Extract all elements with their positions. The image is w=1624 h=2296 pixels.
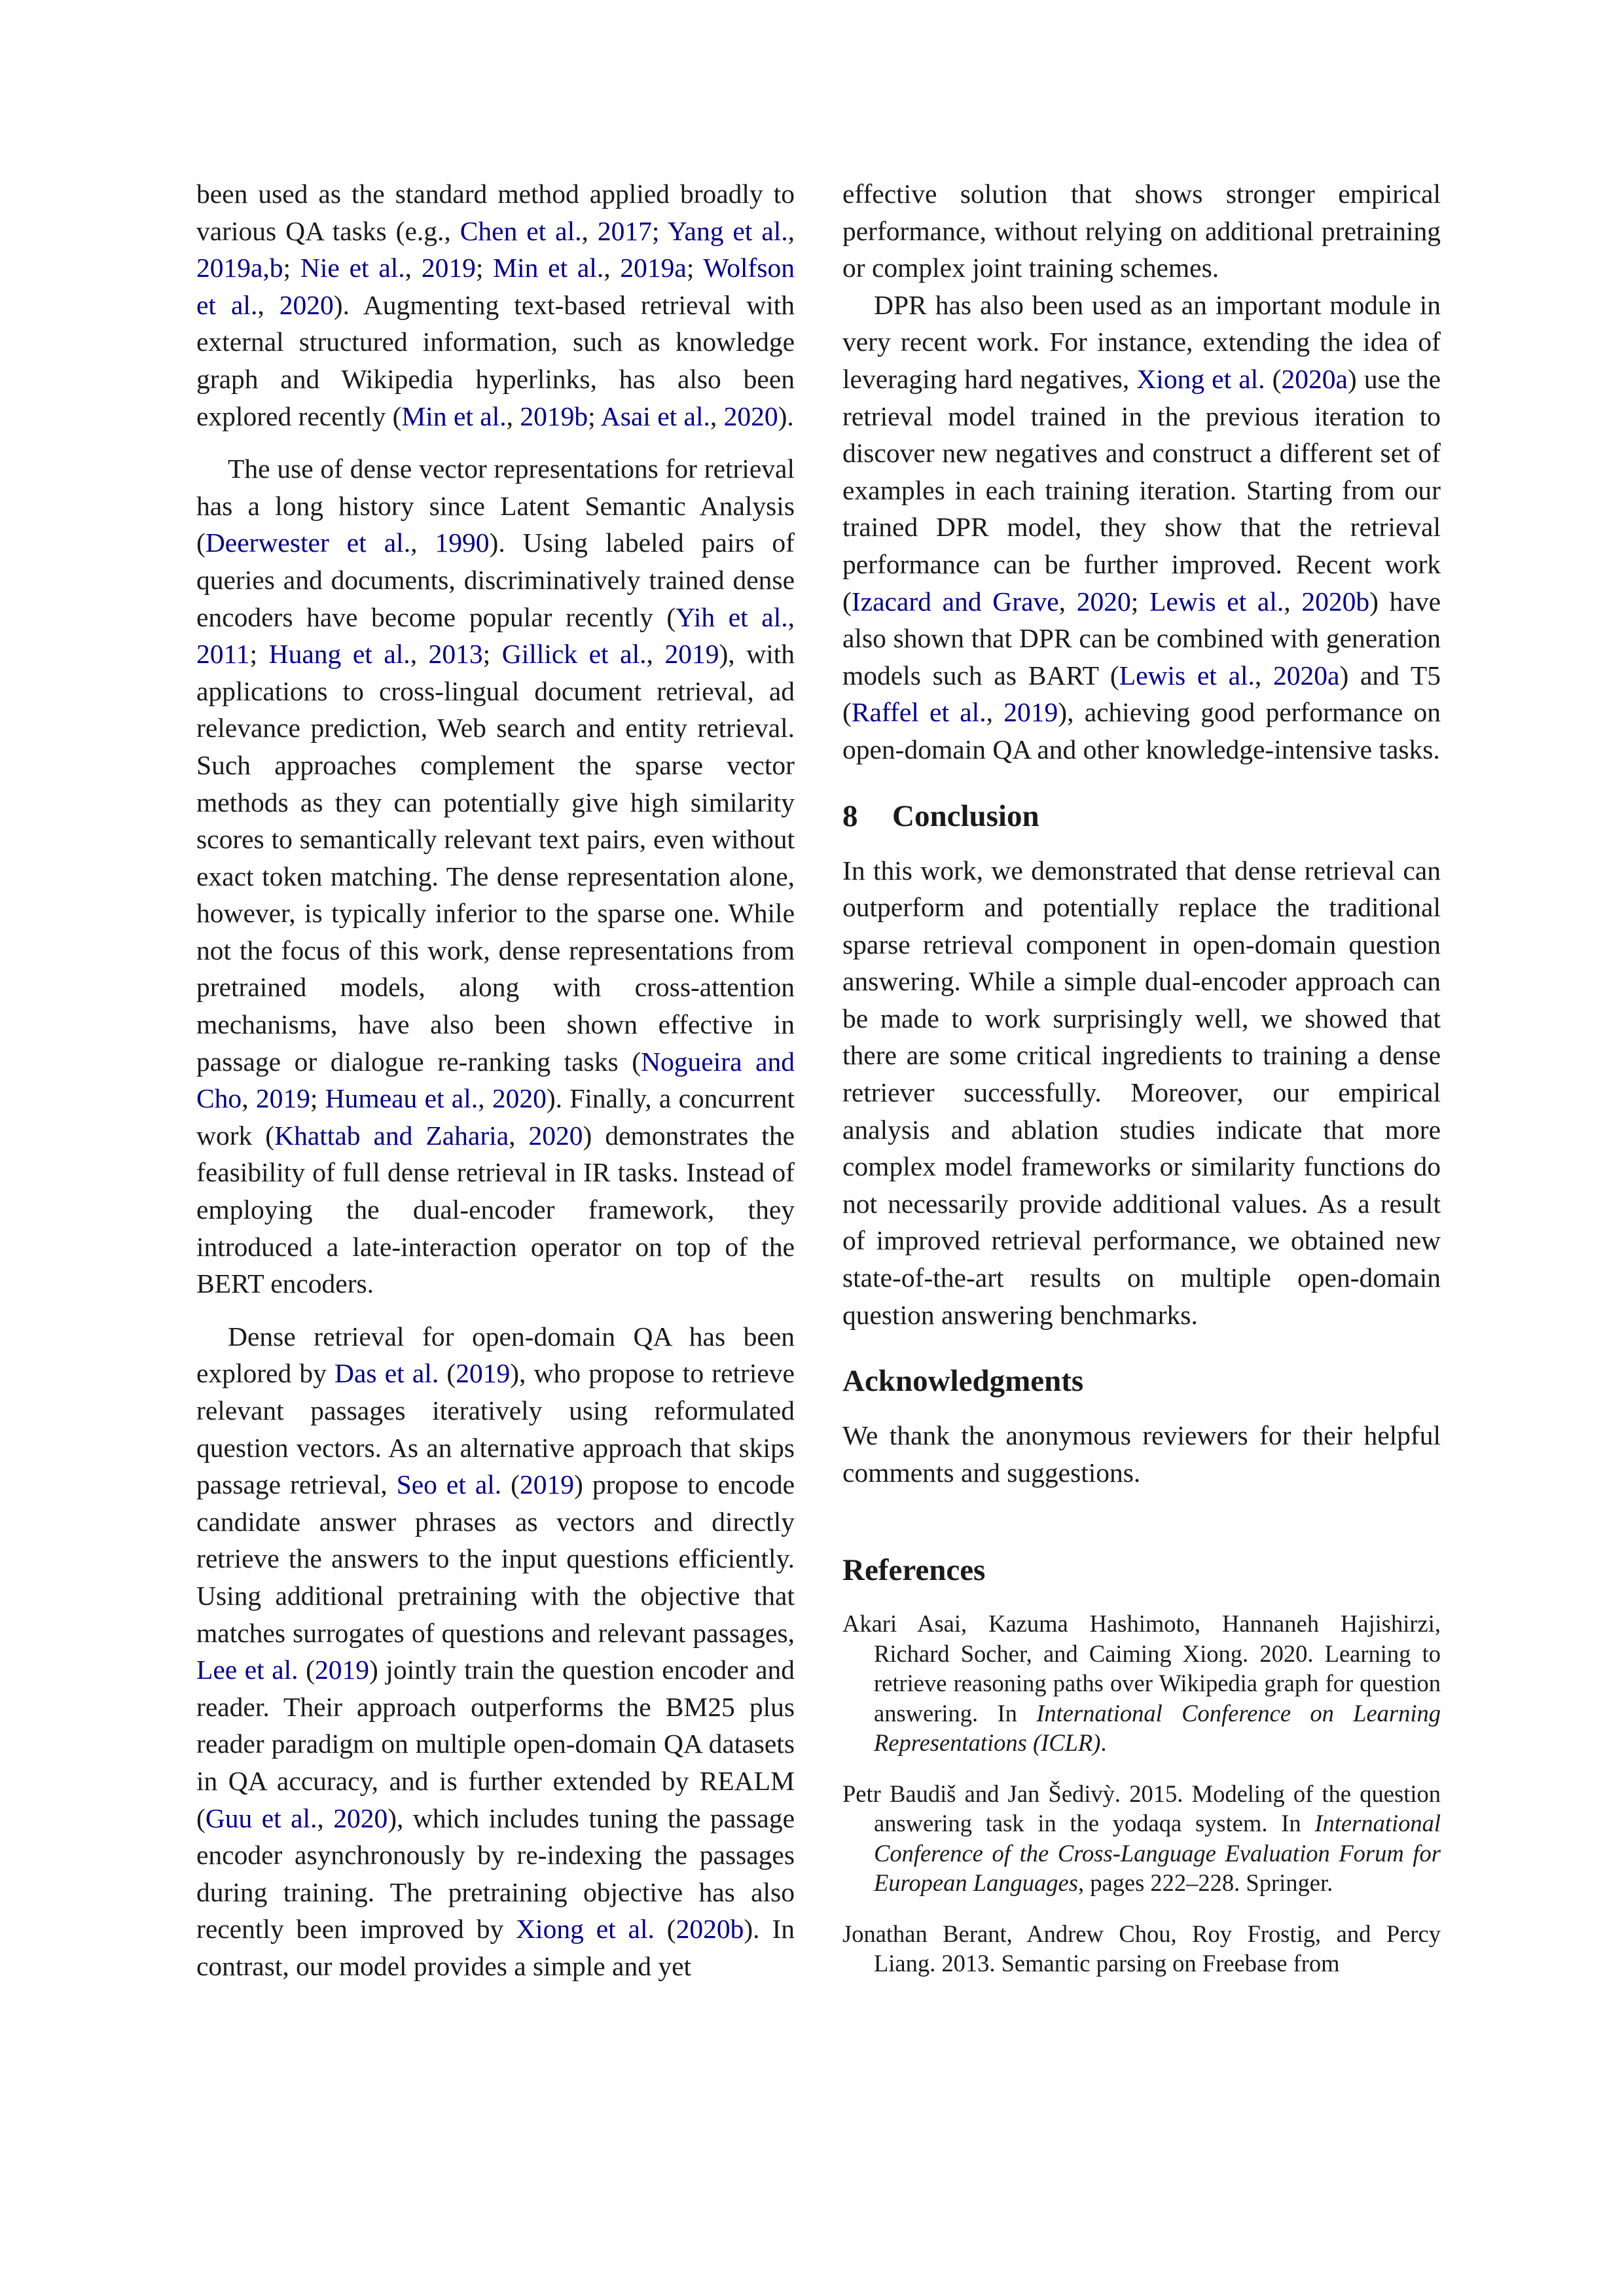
citation-link[interactable]: 2019 [664,639,719,670]
citation-link[interactable]: 2020a [1273,660,1340,691]
paragraph: been used as the standard method applied broadly to various QA tasks (e.g., Chen et al., 2017; Yang et al., 2019a,b; Nie et al., 2019; Min et al., 2019a; Wolfson et al., 2020). Augmenting text-based retrieval with external structured information, such as knowledge graph and Wikipedia hyperlinks, has also been explored recently (Min et al., 2019b; Asai et al., 2020). [196,179,795,431]
citation-link[interactable]: 2020 [1076,586,1131,617]
citation-link[interactable]: Raffel et al. [851,697,986,728]
paragraph: effective solution that shows stronger empirical performance, without relying on additional pretraining or complex joint training schemes. [842,179,1441,283]
citation-link[interactable]: Xiong et al. [516,1914,655,1945]
citation-link[interactable]: 2020 [723,401,778,431]
citation-link[interactable]: Nogueira and Cho [196,1046,795,1114]
citation-link[interactable]: 2019 [421,253,476,283]
citation-link[interactable]: Deerwester et al. [205,528,411,558]
citation-link[interactable]: 2019 [314,1655,369,1685]
section-number: 8 [842,798,858,833]
section-title: Conclusion [892,798,1039,833]
citation-link[interactable]: 2019b [520,401,588,431]
right-column [842,175,1441,2000]
paragraph: DPR has also been used as an important module in very recent work. For instance, extending the idea of leveraging hard negatives, Xiong et al. (2020a) use the retrieval model trained in the previous iteration to discover new negatives and construct a different set of examples in each training iteration. Starting from our trained DPR model, they show that the retrieval performance can be further improved. Recent work (Izacard and Grave, 2020; Lewis et al., 2020b) have also shown that DPR can be combined with generation models such as BART (Lewis et al., 2020a) and T5 (Raffel et al., 2019), achieving good performance on open-domain QA and other knowledge-intensive tasks. [842,289,1441,764]
citation-link[interactable]: Nie et al. [300,253,405,283]
citation-link[interactable]: 1990 [435,528,490,558]
citation-link[interactable]: Chen et al. [460,215,582,246]
citation-link[interactable]: Lewis et al. [1149,586,1284,617]
citation-link[interactable]: 2020b [676,1914,744,1945]
conclusion-text: In this work, we demonstrated that dense retrieval can outperform and potentially replace the traditional sparse retrieval component in open-domain question answering. While a simple dual-encoder approach can be made to work surprisingly well, we showed that there are some critical ingredients to training a dense retriever successfully. Moreover, our empirical analysis and ablation studies indicate that more complex model frameworks or similarity functions do not necessarily provide additional values. As a result of improved retrieval performance, we obtained new state-of-the-art results on multiple open-domain question answering benchmarks. [842,855,1441,1330]
citation-link[interactable]: 2020 [333,1803,388,1833]
section-heading-acknowledgments: Acknowledgments [842,1364,1084,1399]
citation-link[interactable]: 2019 [456,1358,511,1389]
citation-link[interactable]: Humeau et al. [325,1083,478,1114]
citation-link[interactable]: Lee et al. [196,1655,298,1685]
citation-link[interactable]: Xiong et al. [1136,363,1265,394]
citation-link[interactable]: 2020b [1301,586,1370,617]
left-column [196,175,795,1985]
citation-link[interactable]: 2020 [492,1083,547,1114]
reference-list [842,1609,1441,1979]
citation-link[interactable]: 2011 [196,639,250,670]
citation-link[interactable]: Wolfson et al. [196,253,795,320]
citation-link[interactable]: 2019 [520,1469,575,1500]
citation-link[interactable]: 2017; Yang et al. [597,215,788,246]
citation-link[interactable]: Guu et al. [205,1803,317,1833]
citation-link[interactable]: Lewis et al. [1119,660,1255,691]
citation-link[interactable]: 2020 [279,289,334,320]
citation-link[interactable]: Gillick et al. [501,639,647,670]
citation-link[interactable]: Seo et al. [396,1469,502,1500]
citation-link[interactable]: 2019 [1003,697,1058,728]
citation-link[interactable]: Min et al. [493,253,604,283]
section-heading-conclusion [842,797,1441,835]
citation-link[interactable]: 2020 [528,1120,583,1151]
citation-link[interactable]: Asai et al. [600,401,710,431]
reference-entry: Jonathan Berant, Andrew Chou, Roy Frostig, and Percy Liang. 2013. Semantic parsing on Freebase from [842,1920,1441,1977]
citation-link[interactable]: 2019a,b [196,253,283,283]
acknowledgments-text: We thank the anonymous reviewers for their helpful comments and suggestions. [842,1420,1441,1488]
citation-link[interactable]: 2019a [620,253,687,283]
paragraph: The use of dense vector representations for retrieval has a long history since Latent Semantic Analysis (Deerwester et al., 1990). Using labeled pairs of queries and documents, discriminatively trained dense encoders have become popular recently (Yih et al., 2011; Huang et al., 2013; Gillick et al., 2019), with applications to cross-lingual document retrieval, ad relevance prediction, Web search and entity retrieval. Such approaches complement the sparse vector methods as they can potentially give high similarity scores to semantically relevant text pairs, even without exact token matching. The dense representation alone, however, is typically inferior to the sparse one. While not the focus of this work, dense representations from pretrained models, along with cross-attention mechanisms, have also been shown effective in passage or dialogue re-ranking tasks (Nogueira and Cho, 2019; Humeau et al., 2020). Finally, a concurrent work (Khattab and Zaharia, 2020) demonstrates the feasibility of full dense retrieval in IR tasks. Instead of employing the dual-encoder framework, they introduced a late-interaction operator on top of the BERT encoders. [196,454,795,1299]
paragraph: Dense retrieval for open-domain QA has been explored by Das et al. (2019), who propose to retrieve relevant passages iteratively using reformulated question vectors. As an alternative approach that skips passage retrieval, Seo et al. (2019) propose to encode candidate answer phrases as vectors and directly retrieve the answers to the input questions efficiently. Using additional pretraining with the objective that matches surrogates of questions and relevant passages, Lee et al. (2019) jointly train the question encoder and reader. Their approach outperforms the BM25 plus reader paradigm on multiple open-domain QA datasets in QA accuracy, and is further extended by REALM (Guu et al., 2020), which includes tuning the passage encoder asynchronously by re-indexing the passages during training. The pretraining objective has also recently been improved by Xiong et al. (2020b). In contrast, our model provides a simple and yet [196,1321,795,1981]
citation-link[interactable]: 2019 [255,1083,310,1114]
citation-link[interactable]: 2013 [428,639,483,670]
citation-link[interactable]: Das et al. [334,1358,439,1389]
citation-link[interactable]: Khattab and Zaharia [274,1120,509,1151]
reference-entry: Akari Asai, Kazuma Hashimoto, Hannaneh Hajishirzi, Richard Socher, and Caiming Xiong. 2020. Learning to retrieve reasoning paths over Wikipedia graph for question answering. In International Conference on Learning Representations (ICLR). [842,1610,1441,1757]
section-heading-references: References [842,1553,986,1588]
italic-venue: International Conference on Learning Representations (ICLR) [874,1699,1441,1757]
citation-link[interactable]: Izacard and Grave [851,586,1059,617]
reference-entry: Petr Baudiš and Jan Šedivỳ. 2015. Modeling of the question answering task in the yodaqa system. In International Conference of the Cross-Language Evaluation Forum for European Languages, pages 222–228. Springer. [842,1780,1441,1897]
citation-link[interactable]: Yih et al. [676,601,788,632]
citation-link[interactable]: 2020a [1281,363,1348,394]
citation-link[interactable]: Huang et al. [268,639,410,670]
italic-venue: International Conference of the Cross-Language Evaluation Forum for European Languages [874,1810,1441,1897]
citation-link[interactable]: Min et al. [401,401,507,431]
